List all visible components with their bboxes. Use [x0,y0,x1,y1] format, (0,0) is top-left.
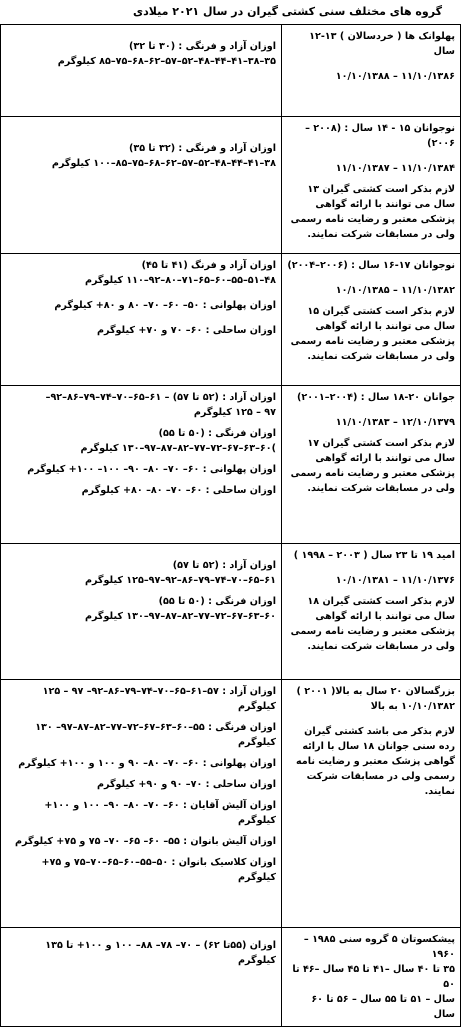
weights-cell [1,928,282,1027]
weights-line: اوزان فرنگی : (۵۰ تا ۵۵) [158,596,276,607]
weights-line: اوزان پهلوانی : ۶۰– ۷۰– ۸۰– ۹۰ و ۱۰۰ و ۱۰۰+ کیلوگرم [18,758,276,769]
group-dates: ۱۱/۱۰/۱۳۸۲ – ۱۰/۱۰/۱۳۸۵ [335,285,455,296]
weights-line: اوزان پهلوانی : ۵۰– ۶۰– ۷۰– ۸۰ و ۸۰+ کیلوگرم [54,300,276,311]
group-note: لازم بذکر است کشتی گیران ۱۸ سال می توانند با ارائه گواهی پزشکی معتبر و رضایت نامه رسمی ولی در مسابقات شرکت نمایند. [290,596,455,652]
weights-line: اوزان آزاد : ۵۷–۶۱–۶۵–۷۰–۷۴–۷۹–۸۶–۹۲– ۹۷ – ۱۲۵ کیلوگرم [42,686,276,712]
weights-line: اوزان آزاد و فرنگ (۴۱ تا ۴۵) [141,260,276,271]
weights-cell [1,117,282,254]
weights-line: اوزان فرنگی : (۵۰ تا ۵۵) [158,428,276,439]
age-group-cell [282,928,461,1027]
group-note: لازم بذکر است کشتی گیران ۱۳ سال می توانند با ارائه گواهی پزشکی معتبر و رضایت نامه رسمی ولی در مسابقات شرکت نمایند. [290,184,455,240]
group-line: سال – ۵۱ تا ۵۵ سال – ۵۶ تا ۶۰ سال [311,994,455,1020]
age-group-cell [282,254,461,386]
age-group-cell [282,544,461,680]
weights-line: اوزان ساحلی : ۶۰– ۷۰– ۸۰– ۸۰+ کیلوگرم [81,485,276,496]
table-row [1,544,461,680]
group-dates: ۱۲/۱۰/۱۳۷۹ – ۱۱/۱۰/۱۳۸۳ [335,417,455,428]
page-title: گروه های مختلف سنی کشتی گیران در سال ۲۰۲۱ میلادی [133,5,442,18]
group-title: پهلوانک ها ( خردسالان ) ۱۳-۱۲ سال [309,31,455,57]
group-dates: ۱۰/۱۰/۱۳۸۲ به بالا [370,701,455,712]
weights-cell [1,386,282,544]
age-groups-table [0,24,461,1027]
group-note: لازم بذکر است کشتی گیران ۱۵ سال می توانند با ارائه گواهی پزشکی معتبر و رضایت نامه رسمی ولی در مسابقات شرکت نمایند. [290,306,455,362]
group-dates: ۱۱/۱۰/۱۳۷۶ – ۱۰/۱۰/۱۳۸۱ [335,575,455,586]
table-row [1,25,461,117]
weights-cell [1,254,282,386]
group-title: نوجوانان ۱۷-۱۶ سال : (۲۰۰۶–۲۰۰۴) [287,260,455,271]
weights-line: اوزان ساحلی : ۷۰– ۹۰ و ۹۰+ کیلوگرم [96,779,276,790]
weights-line: اوزان آلیش آقایان : ۶۰– ۷۰– ۸۰– ۹۰– ۱۰۰ و ۱۰۰+ کیلوگرم [44,800,276,826]
age-group-cell [282,117,461,254]
age-group-cell [282,25,461,117]
weights-line: ۳۵–۳۸–۴۱–۴۴–۴۸–۵۲–۵۷–۶۲–۶۸–۷۵–۸۵ کیلوگرم [57,56,276,67]
group-note: لازم بذکر است کشتی گیران ۱۷ سال می توانند با ارائه گواهی پزشکی معتبر و رضایت نامه رسمی ولی در مسابقات شرکت نمایند. [290,438,455,494]
group-title: جوانان ۲۰-۱۸ سال : (۲۰۰۴–۲۰۰۱) [296,392,455,403]
group-note: لازم بذکر می باشد کشتی گیران رده سنی جوانان ۱۸ سال با ارائه گواهی پزشک معتبر و رضایت نامه رسمی ولی در مسابقات شرکت نمایند. [295,726,455,797]
weights-cell [1,680,282,928]
weights-cell [1,25,282,117]
group-title: امید ۱۹ تا ۲۳ سال ( ۲۰۰۳ – ۱۹۹۸ ) [293,550,455,561]
weights-line: اوزان (۵۵تا ۶۲) – ۷۰– ۷۸– ۸۸– ۱۰۰ و ۱۰۰+ تا ۱۳۵ کیلوگرم [45,940,276,966]
age-group-cell [282,680,461,928]
weights-line: ۴۸–۵۱–۵۵–۶۰–۶۵–۷۱–۸۰–۹۲–۱۱۰ کیلوگرم [84,275,276,286]
weights-line: اوزان فرنگی : ۵۵–۶۰–۶۳–۶۷–۷۲–۷۷–۸۲–۸۷–۹۷– ۱۳۰ کیلوگرم [35,722,276,748]
table-row [1,254,461,386]
group-dates: ۱۱/۱۰/۱۳۸۴ – ۱۱/۱۰/۱۳۸۷ [335,163,455,174]
age-group-cell [282,386,461,544]
group-dates: ۱۱/۱۰/۱۳۸۶ – ۱۰/۱۰/۱۳۸۸ [335,71,455,82]
weights-line: اوزان ساحلی : ۶۰– ۷۰ و ۷۰+ کیلوگرم [96,325,276,336]
weights-line: ۶۰–۶۳–۶۷–۷۲–۷۷–۸۲–۸۷–۹۷–۱۳۰ کیلوگرم [84,611,276,622]
table-row [1,680,461,928]
weights-line: اوزان آزاد و فرنگی : (۳۰ تا ۳۲) [128,41,276,52]
weights-cell [1,544,282,680]
weights-line: )۶۰–۶۳–۶۷–۷۲–۷۷–۸۲–۸۷–۹۷–۱۳۰ کیلوگرم [80,443,276,454]
weights-line: اوزان کلاسیک بانوان : ۵۰–۵۵–۶۰–۶۵–۷۰–۷۵ و ۷۵+ کیلوگرم [41,857,276,883]
group-title: بزرگسالان ۲۰ سال به بالا( ۲۰۰۱ ) [296,686,455,697]
weights-line: اوزان آزاد : (۵۲ تا ۵۷) – ۶۱–۶۵–۷۰–۷۴–۷۹–۸۶–۹۲– [45,392,276,403]
weights-line: ۹۷ – ۱۲۵ کیلوگرم [193,407,276,418]
group-title: پیشکسوتان ۵ گروه سنی ۱۹۸۵ – ۱۹۶۰ [303,934,455,960]
weights-line: اوزان آزاد : (۵۲ تا ۵۷) [172,560,276,571]
table-row [1,117,461,254]
weights-line: اوزان آلیش بانوان : ۵۵– ۶۰– ۶۵– ۷۰– ۷۵ و ۷۵+ کیلوگرم [14,836,276,847]
group-title: نوجوانان ۱۵ - ۱۴ سال : (۲۰۰۸ – ۲۰۰۶) [305,123,455,149]
weights-line: اوزان پهلوانی : ۶۰– ۷۰– ۸۰– ۹۰– ۱۰۰– ۱۰۰+ کیلوگرم [27,464,276,475]
table-row [1,928,461,1027]
table-row [1,386,461,544]
group-line: ۳۵ تا ۴۰ سال –۴۱ تا ۴۵ سال –۴۶ تا ۵۰ [292,964,455,990]
weights-line: ۶۱–۶۵–۷۰–۷۴–۷۹–۸۶–۹۲–۹۷–۱۲۵ کیلوگرم [84,575,276,586]
weights-line: اوزان آزاد و فرنگی : (۳۲ تا ۳۵) [128,143,276,154]
weights-line: ۳۸–۴۱–۴۴–۴۸–۵۲–۵۷–۶۲–۶۸–۷۵–۸۵–۱۰۰ کیلوگرم [51,158,276,169]
